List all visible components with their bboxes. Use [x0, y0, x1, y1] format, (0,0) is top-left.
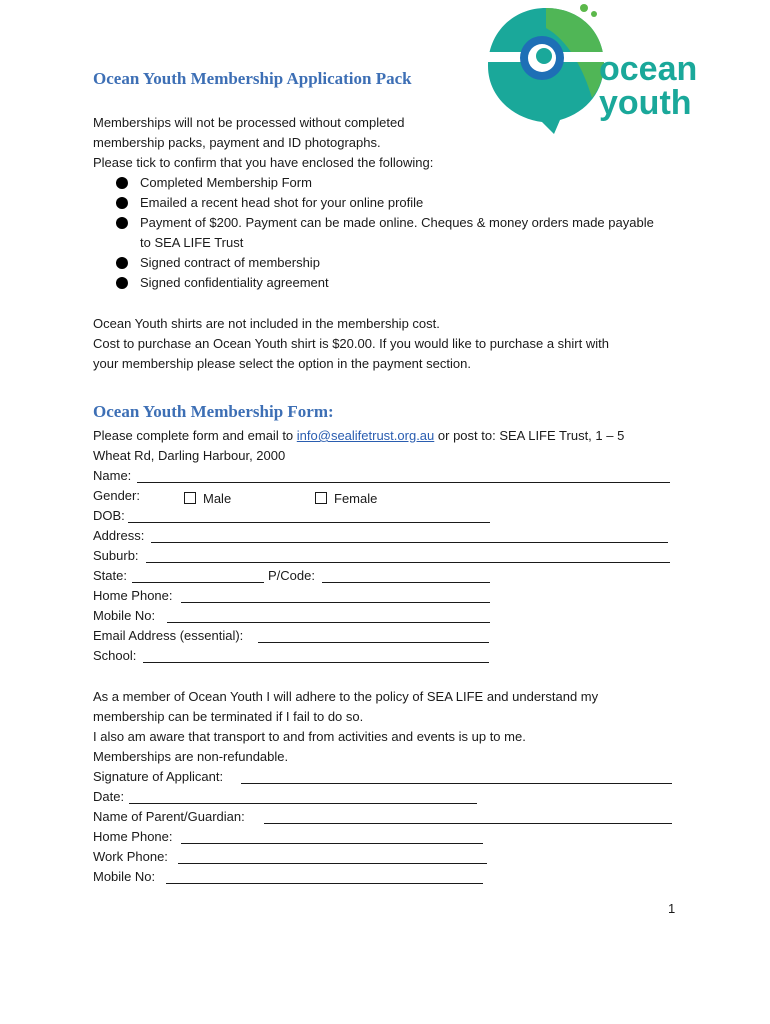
postcode-field[interactable] — [322, 568, 490, 583]
male-label: Male — [203, 491, 232, 506]
intro-line: membership packs, payment and ID photographs. — [93, 135, 381, 150]
checkbox-icon — [315, 492, 327, 504]
logo-text-ocean: ocean — [599, 50, 698, 88]
checklist-item-label: Payment of $200. Payment can be made online. Cheques & money orders made payable to SEA LIFE Trust — [140, 215, 654, 250]
bullet-icon — [116, 197, 128, 209]
state-label: State: — [93, 568, 127, 583]
page-title: Ocean Youth Membership Application Pack — [93, 69, 412, 88]
parent-mobile-label: Mobile No: — [93, 869, 156, 884]
suburb-field[interactable] — [146, 548, 670, 563]
checklist-item — [116, 273, 660, 293]
form-instructions-text: or post to: SEA LIFE Trust, 1 – 5 — [434, 428, 625, 443]
form-instructions-line: Wheat Rd, Darling Harbour, 2000 — [93, 448, 286, 463]
checkbox-icon — [184, 492, 196, 504]
policy-line: Memberships are non-refundable. — [93, 749, 289, 764]
parent-home-phone-field[interactable] — [181, 829, 483, 844]
signature-field[interactable] — [241, 769, 672, 784]
mobile-label: Mobile No: — [93, 608, 156, 623]
date-label: Date: — [93, 789, 125, 804]
bullet-icon — [116, 277, 128, 289]
state-field[interactable] — [132, 568, 264, 583]
checklist-item-label: Completed Membership Form — [140, 175, 312, 190]
female-label: Female — [334, 491, 378, 506]
work-phone-label: Work Phone: — [93, 849, 168, 864]
email-link[interactable]: info@sealifetrust.org.au — [296, 428, 435, 443]
checklist-item-label: Signed confidentiality agreement — [140, 275, 329, 290]
signature-label: Signature of Applicant: — [93, 769, 224, 784]
gender-label: Gender: — [93, 488, 140, 503]
policy-line: As a member of Ocean Youth I will adhere to the policy of SEA LIFE and understand my — [93, 689, 599, 704]
checklist-item — [116, 193, 660, 213]
policy-line: membership can be terminated if I fail to do so. — [93, 709, 364, 724]
email-label: Email Address (essential): — [93, 628, 244, 643]
email-field[interactable] — [258, 628, 489, 643]
checklist-item — [116, 253, 660, 273]
name-field[interactable] — [137, 468, 670, 483]
logo-text-youth: youth — [599, 84, 692, 122]
intro-line: Please tick to confirm that you have enclosed the following: — [93, 155, 434, 170]
parent-name-field[interactable] — [264, 809, 672, 824]
checklist-item — [116, 173, 660, 193]
page-number: 1 — [668, 901, 676, 916]
address-field[interactable] — [151, 528, 668, 543]
form-instructions-text: Please complete form and email to — [93, 428, 297, 443]
ocean-youth-logo — [484, 0, 724, 136]
parent-home-phone-label: Home Phone: — [93, 829, 173, 844]
shirt-info-line: Cost to purchase an Ocean Youth shirt is $20.00. If you would like to purchase a shirt with — [93, 336, 609, 351]
form-heading: Ocean Youth Membership Form: — [93, 402, 334, 421]
home-phone-label: Home Phone: — [93, 588, 173, 603]
work-phone-field[interactable] — [178, 849, 487, 864]
dob-label: DOB: — [93, 508, 125, 523]
date-field[interactable] — [129, 789, 477, 804]
bullet-icon — [116, 177, 128, 189]
female-checkbox[interactable] — [315, 489, 377, 509]
address-label: Address: — [93, 528, 145, 543]
ocean-youth-logo-icon — [488, 4, 604, 134]
shirt-info-line: Ocean Youth shirts are not included in the membership cost. — [93, 316, 440, 331]
school-label: School: — [93, 648, 137, 663]
bullet-icon — [116, 217, 128, 229]
policy-line: I also am aware that transport to and from activities and events is up to me. — [93, 729, 526, 744]
male-checkbox[interactable] — [184, 489, 231, 509]
policy-text — [93, 687, 598, 767]
name-label: Name: — [93, 468, 132, 483]
checklist-item-label: Signed contract of membership — [140, 255, 320, 270]
shirt-info-line: your membership please select the option in the payment section. — [93, 356, 471, 371]
mobile-field[interactable] — [167, 608, 490, 623]
form-instructions — [93, 426, 624, 466]
postcode-label: P/Code: — [268, 568, 315, 583]
parent-name-label: Name of Parent/Guardian: — [93, 809, 245, 824]
checklist-item-label: Emailed a recent head shot for your online profile — [140, 195, 424, 210]
intro-text — [93, 113, 433, 173]
enclosure-checklist — [116, 173, 660, 293]
form-instructions-line — [93, 426, 624, 446]
shirt-info — [93, 314, 609, 374]
dob-field[interactable] — [128, 508, 490, 523]
home-phone-field[interactable] — [181, 588, 490, 603]
checklist-item — [116, 213, 660, 253]
bullet-icon — [116, 257, 128, 269]
suburb-label: Suburb: — [93, 548, 139, 563]
school-field[interactable] — [143, 648, 489, 663]
parent-mobile-field[interactable] — [166, 869, 483, 884]
intro-line: Memberships will not be processed without completed — [93, 115, 405, 130]
